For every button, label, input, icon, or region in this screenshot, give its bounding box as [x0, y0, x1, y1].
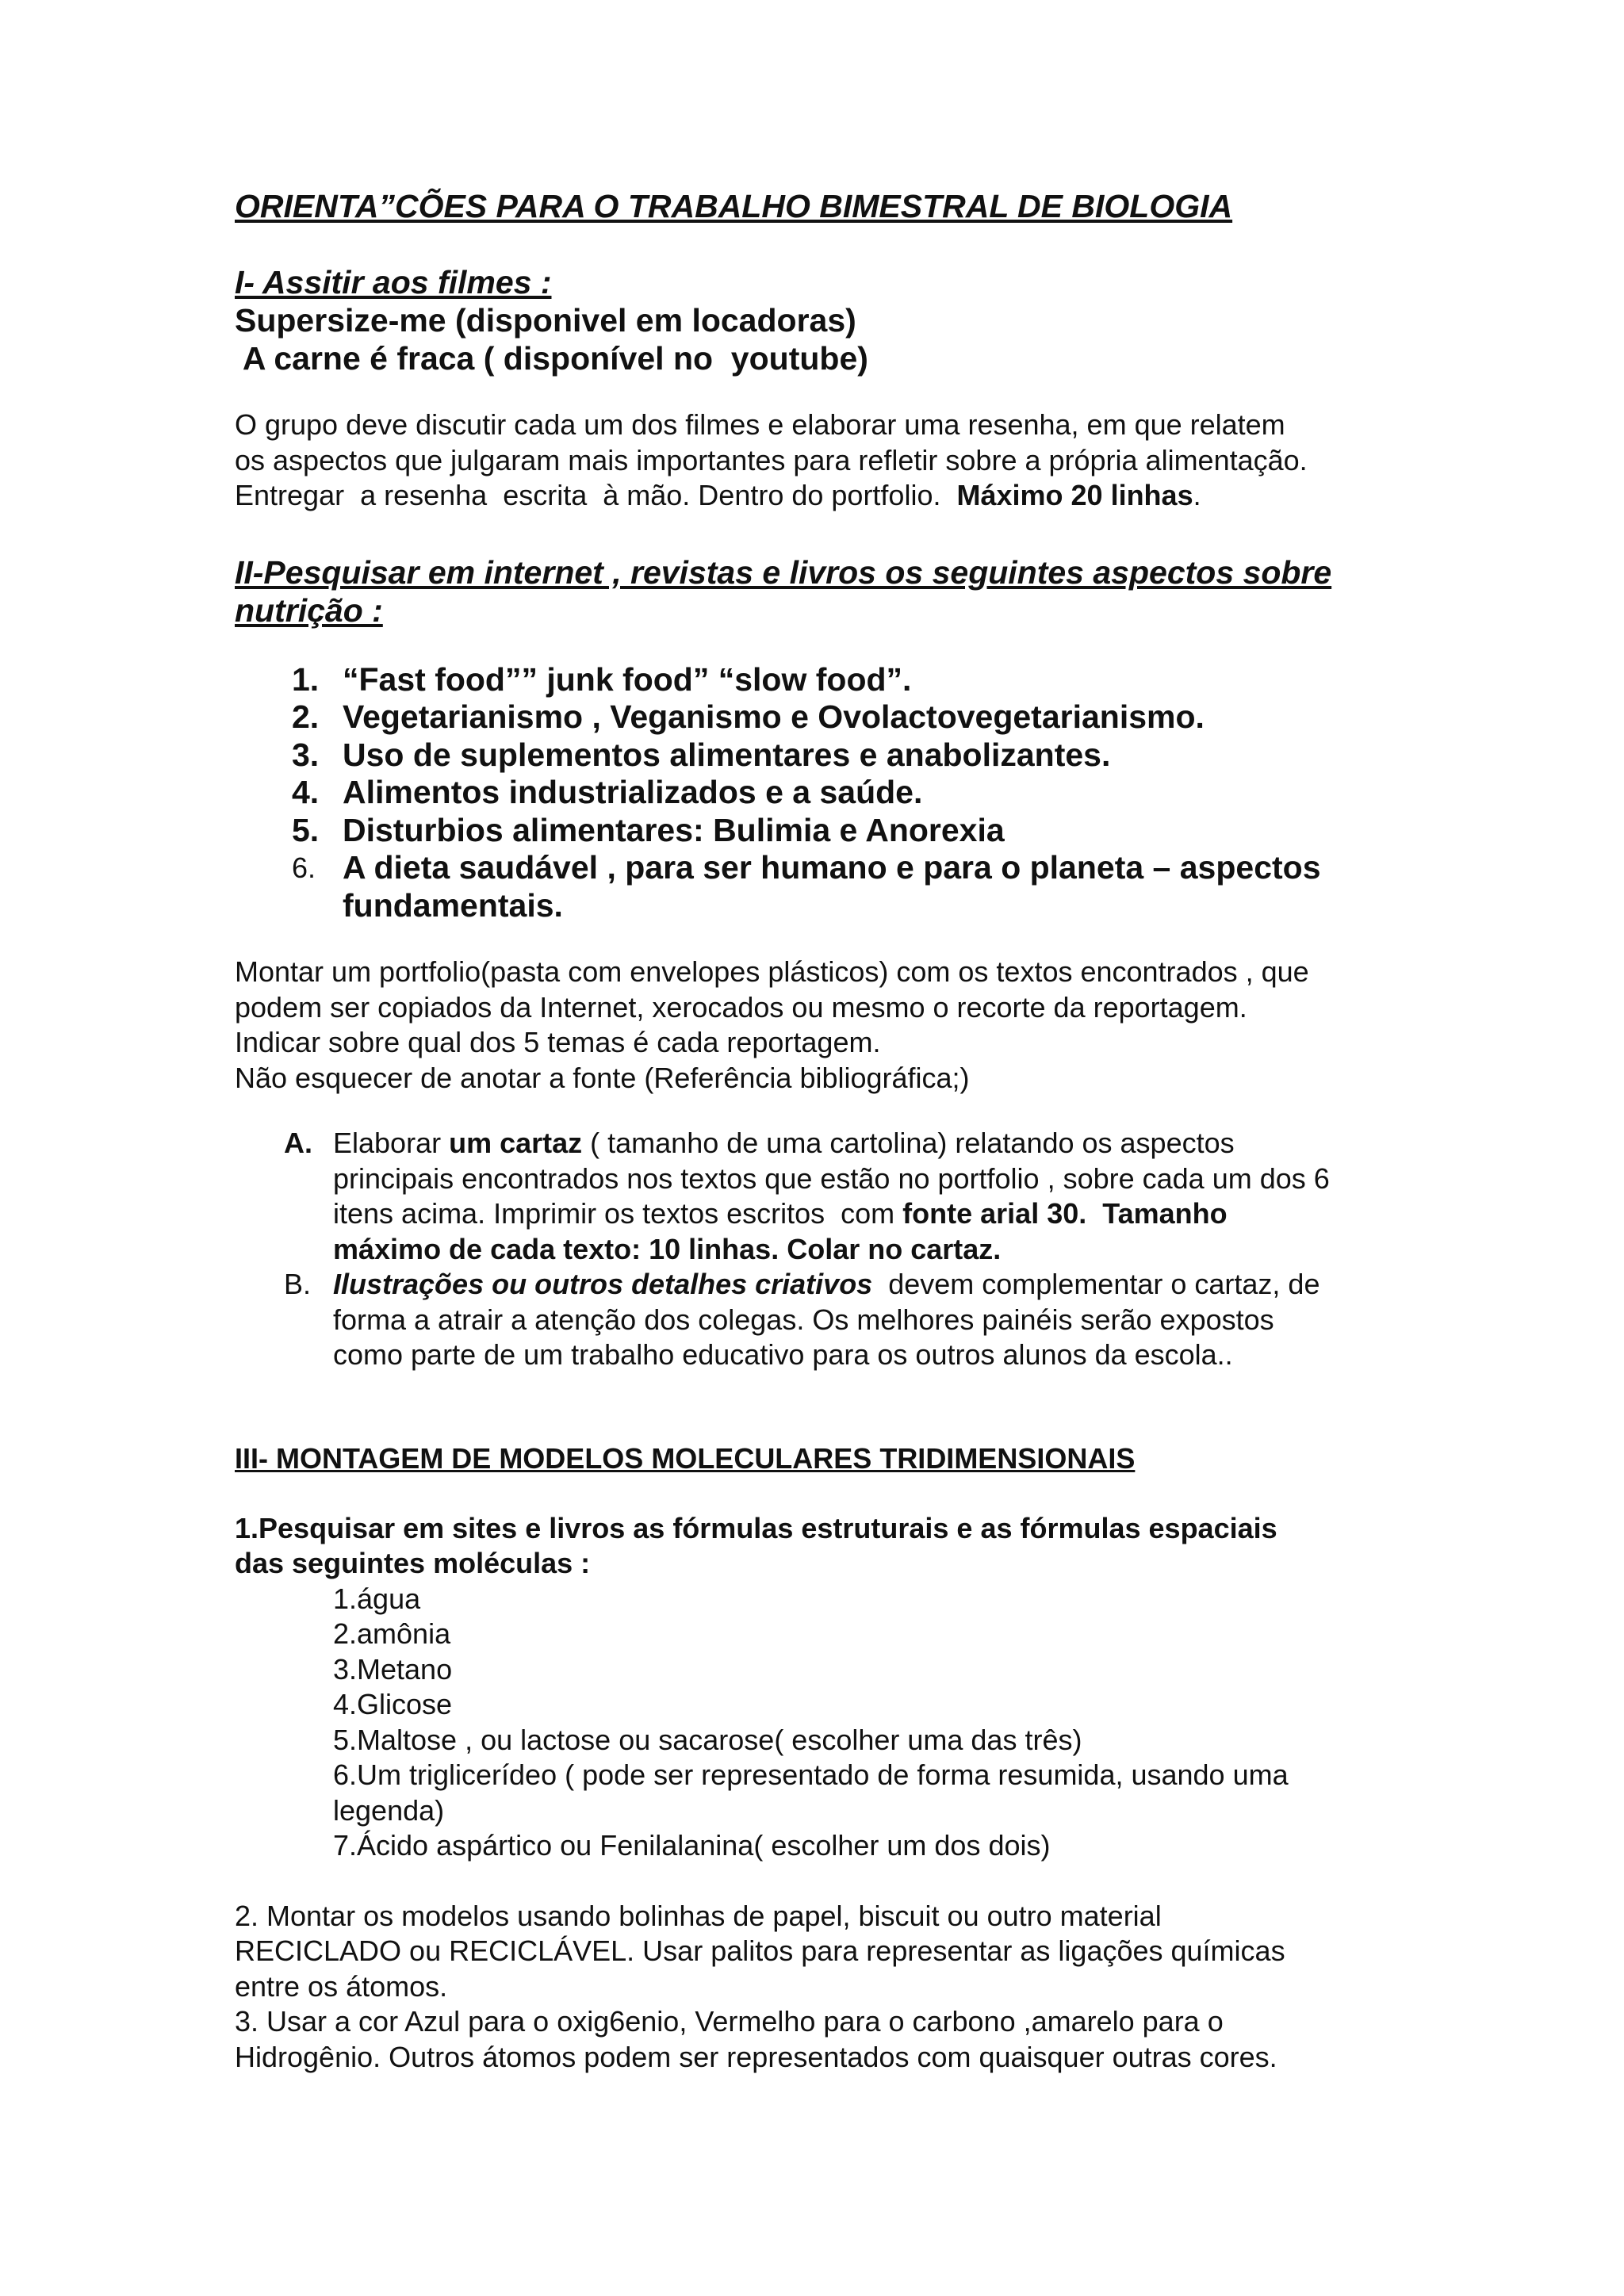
section-1-paragraph	[235, 408, 1424, 514]
list-item: 2.amônia	[333, 1617, 451, 1650]
text-bold: fonte arial 30. Tamanho	[902, 1197, 1228, 1230]
text-span: itens acima. Imprimir os textos escritos com	[333, 1197, 903, 1230]
list-item	[235, 661, 1424, 699]
list-item: 6.Um triglicerídeo ( pode ser representado de forma resumida, usando uma	[333, 1758, 1289, 1791]
heading-line: nutrição :	[235, 591, 383, 629]
section-3-heading: III- MONTAGEM DE MODELOS MOLECULARES TRIDIMENSIONAIS	[235, 1441, 1136, 1475]
list-text: A dieta saudável , para ser humano e para o planeta – aspectos	[343, 849, 1321, 886]
step-line: das seguintes moléculas :	[235, 1547, 591, 1579]
paragraph-line: Indicar sobre qual dos 5 temas é cada reportagem.	[235, 1026, 881, 1058]
text-span: Entregar a resenha escrita à mão. Dentro do portfolio.	[235, 479, 957, 511]
document-title: ORIENTA”CÕES PARA O TRABALHO BIMESTRAL DE BIOLOGIA	[235, 188, 1233, 224]
list-number: 4.	[292, 774, 320, 810]
list-text: fundamentais.	[343, 886, 563, 924]
film-2: A carne é fraca ( disponível no youtube)	[235, 340, 868, 377]
paragraph-line: Montar um portfolio(pasta com envelopes plásticos) com os textos encontrados , que	[235, 955, 1309, 988]
list-text: Vegetarianismo , Veganismo e Ovolactovegetarianismo.	[343, 698, 1205, 735]
list-number: 2.	[292, 698, 320, 735]
list-letter: B.	[284, 1268, 312, 1300]
list-item: 5.Maltose , ou lactose ou sacarose( escolher uma das três)	[333, 1723, 1082, 1756]
text-bold-italic: Ilustrações ou outros detalhes criativos	[333, 1268, 873, 1300]
paragraph-line: O grupo deve discutir cada um dos filmes e elaborar uma resenha, em que relatem	[235, 408, 1285, 441]
section-2-heading	[235, 553, 1424, 629]
list-item	[235, 849, 1424, 924]
step-2	[235, 1899, 1424, 2005]
item-line: como parte de um trabalho educativo para os outros alunos da escola..	[333, 1338, 1233, 1371]
list-text: “Fast food”” junk food” “slow food”.	[343, 660, 912, 698]
list-item	[235, 698, 1424, 737]
list-item	[235, 774, 1424, 812]
paragraph-line: os aspectos que julgaram mais importantes para refletir sobre a própria alimentação.	[235, 443, 1308, 476]
step-line: Hidrogênio. Outros átomos podem ser representados com quaisquer outras cores.	[235, 2040, 1277, 2073]
step-line: RECICLADO ou RECICLÁVEL. Usar palitos para representar as ligações químicas	[235, 1934, 1285, 1967]
list-text: Alimentos industrializados e a saúde.	[343, 774, 923, 810]
list-item: legenda)	[333, 1793, 445, 1827]
list-item	[235, 737, 1424, 775]
item-line: máximo de cada texto: 10 linhas. Colar no cartaz.	[333, 1232, 1002, 1265]
portfolio-paragraph	[235, 955, 1424, 1096]
text-span: Elaborar	[333, 1127, 450, 1159]
list-text: Disturbios alimentares: Bulimia e Anorexia	[343, 811, 1005, 848]
step-line: entre os átomos.	[235, 1969, 448, 2003]
text-span: .	[1193, 479, 1201, 511]
list-item: 1.água	[333, 1582, 421, 1615]
heading-line: II-Pesquisar em internet , revistas e livros os seguintes aspectos sobre	[235, 553, 1332, 591]
step-line: 3. Usar a cor Azul para o oxig6enio, Vermelho para o carbono ,amarelo para o	[235, 2005, 1224, 2038]
step-line: 1.Pesquisar em sites e livros as fórmulas estruturais e as fórmulas espaciais	[235, 1511, 1277, 1544]
document-page	[235, 187, 1424, 2075]
item-line	[333, 1196, 1424, 1232]
lettered-list	[235, 1126, 1424, 1373]
list-text: Uso de suplementos alimentares e anabolizantes.	[343, 736, 1111, 773]
list-item-a	[235, 1126, 1424, 1267]
list-number: 1.	[292, 660, 320, 698]
film-1: Supersize-me (disponivel em locadoras)	[235, 302, 856, 339]
item-line: forma a atrair a atenção dos colegas. Os melhores painéis serão expostos	[333, 1303, 1274, 1336]
max-lines-note: Máximo 20 linhas	[956, 479, 1193, 511]
list-item: 7.Ácido aspártico ou Fenilalanina( escolher um dos dois)	[333, 1829, 1051, 1862]
list-item-b	[235, 1267, 1424, 1373]
text-bold: um cartaz	[449, 1127, 583, 1159]
list-number: 5.	[292, 811, 320, 848]
list-number: 3.	[292, 736, 320, 773]
text-span: ( tamanho de uma cartolina) relatando os aspectos	[582, 1127, 1235, 1159]
list-letter: A.	[284, 1127, 312, 1159]
molecules-list	[235, 1582, 1424, 1864]
step-1	[235, 1511, 1424, 1582]
text-span: devem complementar o cartaz, de	[872, 1268, 1320, 1300]
item-line	[333, 1126, 1424, 1161]
step-line: 2. Montar os modelos usando bolinhas de papel, biscuit ou outro material	[235, 1899, 1162, 1932]
list-item: 3.Metano	[333, 1652, 453, 1686]
paragraph-line: podem ser copiados da Internet, xerocados ou mesmo o recorte da reportagem.	[235, 990, 1247, 1024]
topics-list	[235, 661, 1424, 925]
list-number: 6.	[292, 851, 316, 884]
paragraph-line	[235, 478, 1424, 514]
list-item: 4.Glicose	[333, 1688, 453, 1720]
list-item	[235, 812, 1424, 850]
item-line: principais encontrados nos textos que estão no portfolio , sobre cada um dos 6	[333, 1161, 1330, 1195]
step-3	[235, 2004, 1424, 2075]
section-1-heading: I- Assitir aos filmes :	[235, 264, 552, 300]
paragraph-line: Não esquecer de anotar a fonte (Referência bibliográfica;)	[235, 1061, 970, 1094]
item-line	[333, 1267, 1424, 1303]
